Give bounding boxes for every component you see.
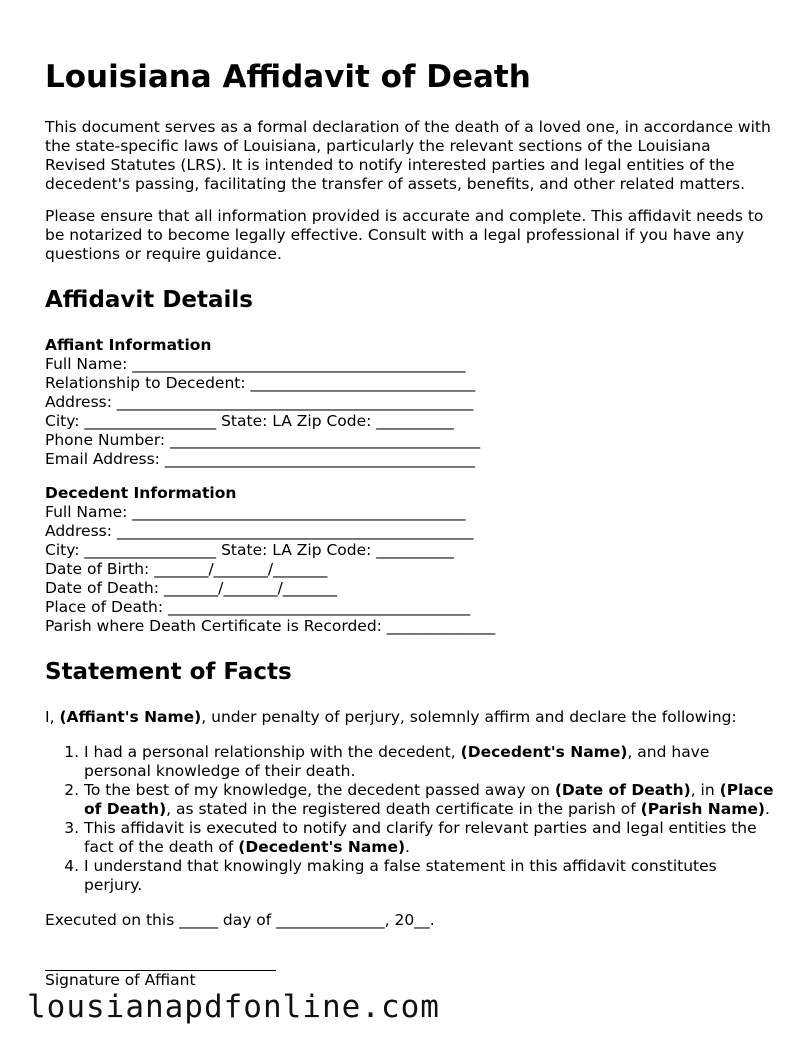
signature-label: Signature of Affiant: [45, 971, 196, 989]
statement-intro: [45, 708, 775, 727]
fact-item: [84, 781, 775, 819]
statement-intro-pre: I,: [45, 708, 60, 726]
decedent-full-name-field: Full Name: ___________________________________________: [45, 503, 466, 521]
affidavit-details-heading: Affidavit Details: [45, 287, 253, 313]
intro-paragraph-2: Please ensure that all information provided is accurate and complete. This affidavit needs to be notarized to become legally effective. Consult with a legal professional if you have any questions or require guidance.: [45, 207, 764, 263]
fact-placeholder: (Decedent's Name): [238, 838, 406, 856]
fact-text: This affidavit is executed to notify and clarify for relevant parties and legal entities the fact of the death of: [84, 819, 757, 856]
affiant-email-field: Email Address: ________________________________________: [45, 450, 475, 468]
fact-placeholder: (Decedent's Name): [460, 743, 628, 761]
affiant-address-field: Address: ______________________________________________: [45, 393, 474, 411]
affiant-phone-field: Phone Number: ________________________________________: [45, 431, 481, 449]
document-title: Louisiana Affidavit of Death: [45, 59, 531, 95]
fact-placeholder: (Place of Death): [84, 781, 774, 818]
fact-item: [84, 819, 775, 857]
fact-text: I had a personal relationship with the decedent,: [84, 743, 461, 761]
affiant-name-placeholder: (Affiant's Name): [59, 708, 202, 726]
affiant-information: [45, 336, 775, 469]
affiant-information-title: Affiant Information: [45, 336, 212, 354]
statement-of-facts-heading: Statement of Facts: [45, 659, 292, 685]
signature-line: [45, 954, 276, 971]
decedent-information: [45, 484, 775, 636]
fact-text: To the best of my knowledge, the decedent passed away on: [84, 781, 555, 799]
decedent-parish-field: Parish where Death Certificate is Recorded: ______________: [45, 617, 496, 635]
decedent-date-of-death-field: Date of Death: _______/_______/_______: [45, 579, 338, 597]
affiant-relationship-field: Relationship to Decedent: _____________________________: [45, 374, 476, 392]
intro-paragraph-1: This document serves as a formal declaration of the death of a loved one, in accordance with the state-specific laws of Louisiana, particularly the relevant sections of the Louisiana Revised Statutes (LRS). It is intended to notify interested parties and legal entities of the decedent's passing, facilitating the transfer of assets, benefits, and other related matters.: [45, 118, 771, 193]
fact-text: , as stated in the registered death certificate in the parish of: [166, 800, 641, 818]
decedent-city-state-zip-field: City: _________________ State: LA Zip Code: __________: [45, 541, 454, 559]
fact-text: , and have personal knowledge of their death.: [84, 743, 710, 780]
decedent-information-title: Decedent Information: [45, 484, 237, 502]
executed-on-line: Executed on this _____ day of ______________, 20__.: [45, 911, 435, 929]
document-page: [45, 58, 775, 990]
decedent-date-of-birth-field: Date of Birth: _______/_______/_______: [45, 560, 328, 578]
affiant-full-name-field: Full Name: ___________________________________________: [45, 355, 466, 373]
fact-text: .: [405, 838, 410, 856]
fact-item: [84, 743, 775, 781]
fact-text: .: [764, 800, 770, 818]
site-watermark: lousianapdfonline.com: [27, 989, 440, 1025]
decedent-address-field: Address: ______________________________________________: [45, 522, 474, 540]
decedent-place-of-death-field: Place of Death: _______________________________________: [45, 598, 471, 616]
fact-text: , in: [690, 781, 720, 799]
fact-text: I understand that knowingly making a false statement in this affidavit constitutes perjury.: [84, 857, 717, 894]
fact-item: [84, 857, 775, 895]
facts-list: [45, 743, 775, 895]
statement-intro-post: , under penalty of perjury, solemnly affirm and declare the following:: [201, 708, 737, 726]
fact-placeholder: (Date of Death): [554, 781, 691, 799]
affiant-city-state-zip-field: City: _________________ State: LA Zip Code: __________: [45, 412, 454, 430]
fact-placeholder: (Parish Name): [640, 800, 765, 818]
